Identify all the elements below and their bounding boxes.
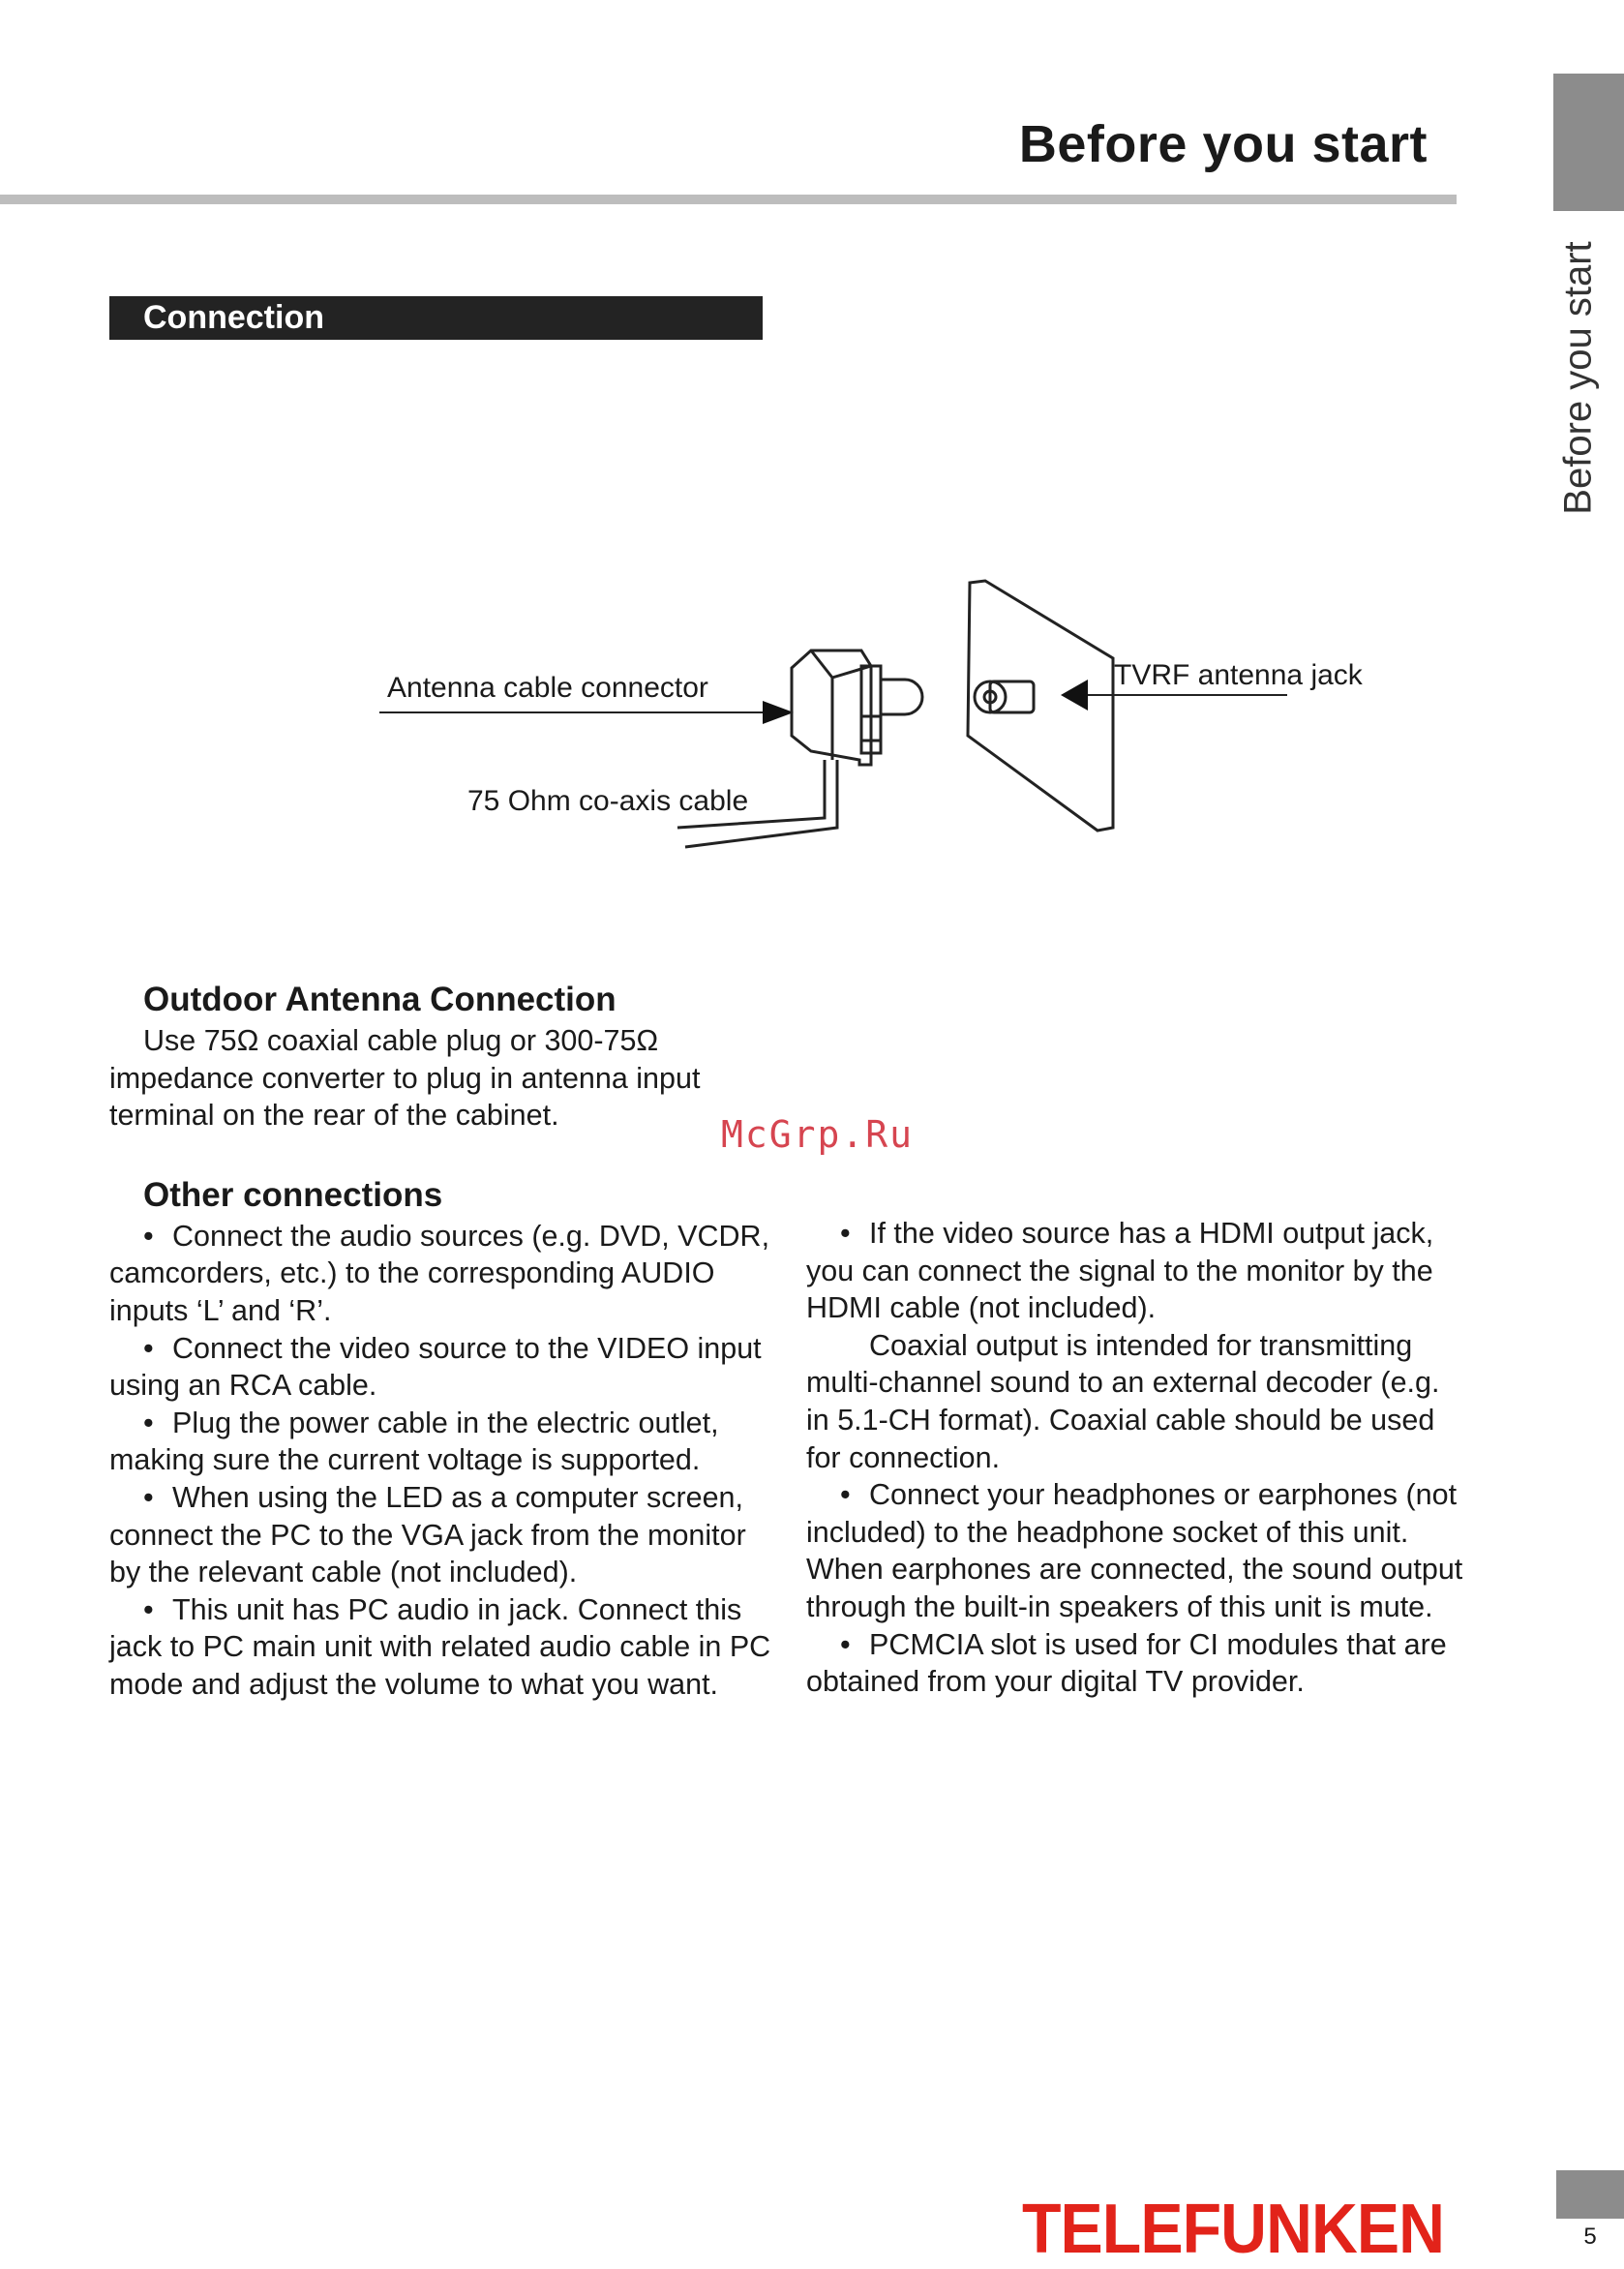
list-item	[109, 1405, 777, 1479]
bullet-icon: •	[840, 1627, 851, 1661]
side-tab-marker	[1553, 74, 1624, 211]
right-column	[806, 1215, 1464, 1701]
left-column	[109, 978, 777, 1704]
list-item-text: Coaxial output is intended for transmitting multi-channel sound to an external decoder (e.g. in 5.1-CH format). Coaxial cable should be used for connection.	[806, 1328, 1440, 1474]
bullet-icon: •	[143, 1480, 154, 1514]
bullet-icon: •	[143, 1219, 154, 1253]
outdoor-text-rest: impedance converter to plug in antenna input terminal on the rear of the cabinet.	[109, 1061, 701, 1133]
list-item	[806, 1327, 1464, 1476]
label-tvrf-jack: TVRF antenna jack	[1114, 659, 1363, 691]
list-item-text: When using the LED as a computer screen, connect the PC to the VGA jack from the monitor by the relevant cable (not included).	[109, 1480, 746, 1589]
bullet-icon: •	[840, 1217, 851, 1250]
list-item	[109, 1330, 777, 1405]
label-antenna-connector: Antenna cable connector	[387, 672, 708, 704]
bullet-icon: •	[143, 1592, 154, 1626]
tv-panel-icon	[968, 581, 1113, 831]
outdoor-text-first-line: Use 75Ω coaxial cable plug or 300-75Ω	[143, 1024, 659, 1057]
bullet-icon: •	[143, 1331, 154, 1365]
list-item-text: This unit has PC audio in jack. Connect this jack to PC main unit with related audio cable in PC mode and adjust the volume to what you want.	[109, 1592, 771, 1701]
diagram-svg	[377, 571, 1403, 862]
list-item-text: Connect the audio sources (e.g. DVD, VCDR, camcorders, etc.) to the corresponding AUDIO inputs ‘L’ and ‘R’.	[109, 1219, 770, 1327]
antenna-plug-icon	[677, 650, 922, 847]
page-number: 5	[1583, 2224, 1597, 2250]
list-item	[806, 1476, 1464, 1625]
heading-other-connections: Other connections	[143, 1175, 443, 1214]
list-item-text: If the video source has a HDMI output jack, you can connect the signal to the monitor by the HDMI cable (not included).	[806, 1217, 1434, 1325]
connector-arrow-icon	[763, 701, 794, 724]
page-number-tab	[1556, 2170, 1624, 2219]
label-coax-cable: 75 Ohm co-axis cable	[467, 785, 749, 817]
bullet-icon: •	[143, 1406, 154, 1439]
heading-outdoor-antenna: Outdoor Antenna Connection	[143, 981, 617, 1018]
telefunken-logo: TELEFUNKEN	[1022, 2191, 1445, 2268]
list-item-text: Plug the power cable in the electric outlet, making sure the current voltage is supported.	[109, 1406, 719, 1477]
section-header-connection: Connection	[109, 296, 763, 340]
title-divider	[0, 195, 1457, 204]
bullet-icon: •	[840, 1478, 851, 1512]
list-item-text: Connect the video source to the VIDEO input using an RCA cable.	[109, 1331, 762, 1403]
list-item	[109, 1591, 777, 1704]
page-title: Before you start	[1018, 115, 1428, 173]
watermark-text: McGrp.Ru	[721, 1113, 915, 1156]
list-item	[109, 1218, 777, 1330]
list-item	[109, 1479, 777, 1591]
side-tab-text: Before you start	[1556, 240, 1600, 515]
list-item-text: Connect your headphones or earphones (not included) to the headphone socket of this unit. When earphones are connected, the sound output through the built-in speakers of this unit is mute.	[806, 1478, 1463, 1623]
side-tab-label	[1553, 232, 1604, 523]
list-item	[806, 1626, 1464, 1701]
list-item-text: PCMCIA slot is used for CI modules that are obtained from your digital TV provider.	[806, 1627, 1447, 1699]
jack-arrow-icon	[1061, 680, 1088, 711]
antenna-connection-diagram	[377, 571, 1403, 862]
list-item	[806, 1215, 1464, 1327]
